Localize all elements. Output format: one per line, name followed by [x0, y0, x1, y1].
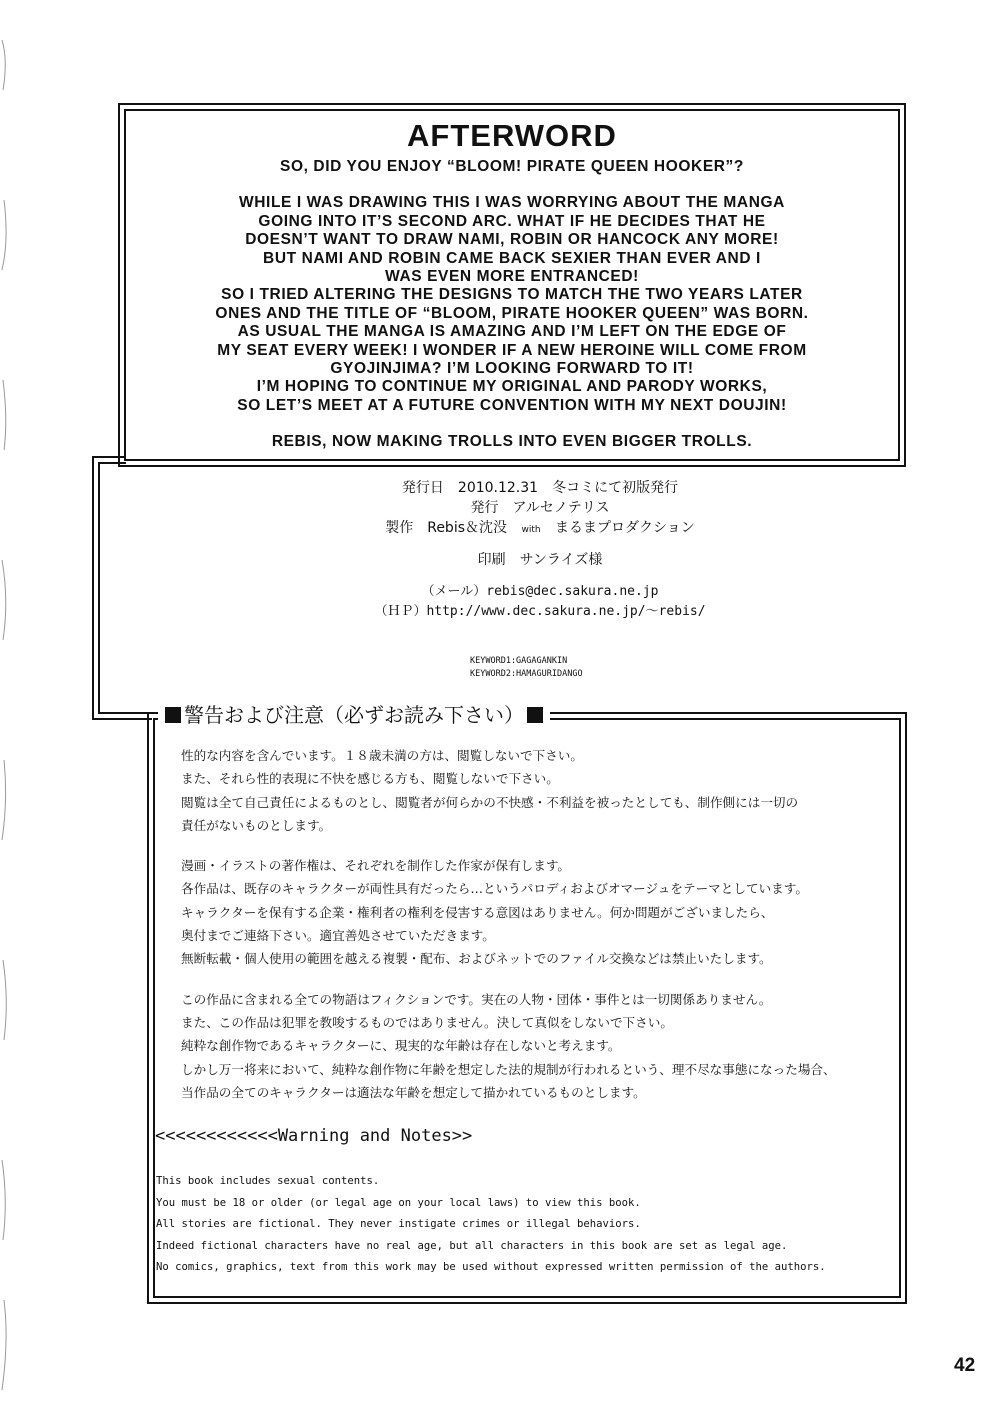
afterword-body-line: WHILE I WAS DRAWING THIS I WAS WORRYING ABOUT THE MANGA	[239, 194, 785, 212]
production-prefix: 製作 Rebis＆沈没	[385, 520, 508, 536]
jp-note-line: 純粋な創作物であるキャラクターに、現実的な年齢は存在しないと考えます。	[181, 1038, 621, 1054]
afterword-signature: REBIS, NOW MAKING TROLLS INTO EVEN BIGGER TROLLS.	[271, 433, 753, 451]
japanese-notes	[181, 744, 891, 1104]
en-note-line: Indeed fictional characters have no real age, but all characters in this book are set as legal age.	[156, 1239, 788, 1252]
keywords	[470, 655, 583, 681]
jp-note-line: キャラクターを保有する企業・権利者の権利を侵害する意図はありません。何か問題がございましたら、	[181, 904, 774, 920]
jp-note-line: また、この作品は犯罪を教唆するものではありません。決して真似をしないで下さい。	[181, 1014, 673, 1030]
afterword-intro: SO, DID YOU ENJOY “BLOOM! PIRATE QUEEN HOOKER”?	[280, 158, 744, 175]
black-square-icon	[165, 707, 181, 723]
binding-edge-marks	[0, 0, 14, 1416]
en-note-line: No comics, graphics, text from this work may be used without expressed written permission of the authors.	[156, 1261, 826, 1274]
contact-email: （メール）rebis@dec.sakura.ne.jp	[421, 584, 659, 599]
production-suffix: まるまプロダクション	[555, 520, 695, 536]
frame-connector-line	[92, 456, 126, 458]
en-note-line: You must be 18 or older (or legal age on your local laws) to view this book.	[156, 1196, 641, 1209]
afterword-body-line: SO LET’S MEET AT A FUTURE CONVENTION WITH MY NEXT DOUJIN!	[237, 396, 787, 414]
keyword-1: KEYWORD1:GAGAGANKIN	[470, 656, 568, 666]
afterword-body-line: GYOJINJIMA? I’M LOOKING FORWARD TO IT!	[330, 360, 694, 378]
frame-connector-line	[98, 464, 100, 714]
jp-note-line: 性的な内容を含んでいます。１８歳未満の方は、閲覧しないで下さい。	[181, 748, 583, 763]
afterword-section	[130, 112, 894, 452]
page-number: 42	[954, 1355, 976, 1376]
jp-note-line: しかし万一将来において、純粋な創作物に年齢を想定した法的規制が行われるという、理不尽な事態になった場合、	[181, 1061, 836, 1077]
english-notes	[156, 1171, 826, 1279]
jp-note-line: この作品に含まれる全ての物語はフィクションです。実在の人物・団体・事件とは一切関係ありません。	[181, 991, 772, 1007]
afterword-title: AFTERWORD	[407, 118, 617, 153]
jp-note-line: また、それら性的表現に不快を感じる方も、閲覧しないで下さい。	[181, 771, 559, 787]
afterword-body-line: GOING INTO IT’S SECOND ARC. WHAT IF HE DECIDES THAT HE	[258, 212, 766, 230]
frame-connector-line	[98, 712, 152, 714]
homepage-url: （ＨＰ）http://www.dec.sakura.ne.jp/～rebis/	[374, 604, 706, 619]
afterword-body-line: I’M HOPING TO CONTINUE MY ORIGINAL AND PARODY WORKS,	[256, 378, 768, 396]
afterword-body-line: ONES AND THE TITLE OF “BLOOM, PIRATE HOOKER QUEEN” WAS BORN.	[215, 304, 809, 322]
colophon	[180, 478, 900, 622]
jp-note-line: 漫画・イラストの著作権は、それぞれを制作した作家が保有します。	[181, 858, 571, 874]
en-note-line: This book includes sexual contents.	[156, 1175, 380, 1187]
warning-header-text: 警告および注意（必ずお読み下さい）	[184, 703, 524, 727]
publisher: 発行 アルセノテリス	[470, 500, 610, 516]
jp-note-line: 各作品は、既存のキャラクターが両性具有だったら…というパロディおよびオマージュをテーマとしています。	[181, 881, 808, 897]
afterword-body-line: BUT NAMI AND ROBIN CAME BACK SEXIER THAN EVER AND I	[263, 249, 761, 267]
frame-connector-line	[92, 458, 94, 720]
jp-note-line: 当作品の全てのキャラクターは適法な年齢を想定して描かれているものとします。	[181, 1084, 646, 1100]
keyword-2: KEYWORD2:HAMAGURIDANGO	[470, 669, 583, 679]
afterword-body-line: MY SEAT EVERY WEEK! I WONDER IF A NEW HEROINE WILL COME FROM	[217, 341, 807, 359]
english-notes-title: <<<<<<<<<<<<Warning and Notes>>	[155, 1126, 473, 1146]
jp-note-line: 責任がないものとします。	[181, 817, 332, 833]
jp-note-line: 奥付までご連絡下さい。適宜善処させていただきます。	[181, 928, 495, 944]
afterword-body-line: SO I TRIED ALTERING THE DESIGNS TO MATCH THE TWO YEARS LATER	[221, 286, 803, 304]
printer: 印刷 サンライズ様	[477, 552, 603, 568]
afterword-body-line: WAS EVEN MORE ENTRANCED!	[385, 268, 639, 286]
afterword-body-line: AS USUAL THE MANGA IS AMAZING AND I’M LEFT ON THE EDGE OF	[237, 323, 787, 341]
afterword-body-line: DOESN’T WANT TO DRAW NAMI, ROBIN OR HANCOCK ANY MORE!	[245, 231, 779, 249]
production-credit	[180, 518, 900, 538]
jp-note-line: 無断転載・個人使用の範囲を越える複製・配布、およびネットでのファイル交換などは禁止いたします。	[181, 951, 772, 967]
black-square-icon	[527, 707, 543, 723]
frame-connector-line	[92, 718, 152, 720]
frame-connector-line	[98, 462, 126, 464]
en-note-line: All stories are fictional. They never instigate crimes or illegal behaviors.	[156, 1218, 641, 1231]
jp-note-line: 閲覧は全て自己責任によるものとし、閲覧者が何らかの不快感・不利益を被ったとしても、制作側には一切の	[181, 794, 799, 810]
production-with: with	[521, 525, 541, 535]
warning-header	[158, 700, 550, 730]
release-date: 発行日 2010.12.31 冬コミにて初版発行	[401, 480, 679, 496]
